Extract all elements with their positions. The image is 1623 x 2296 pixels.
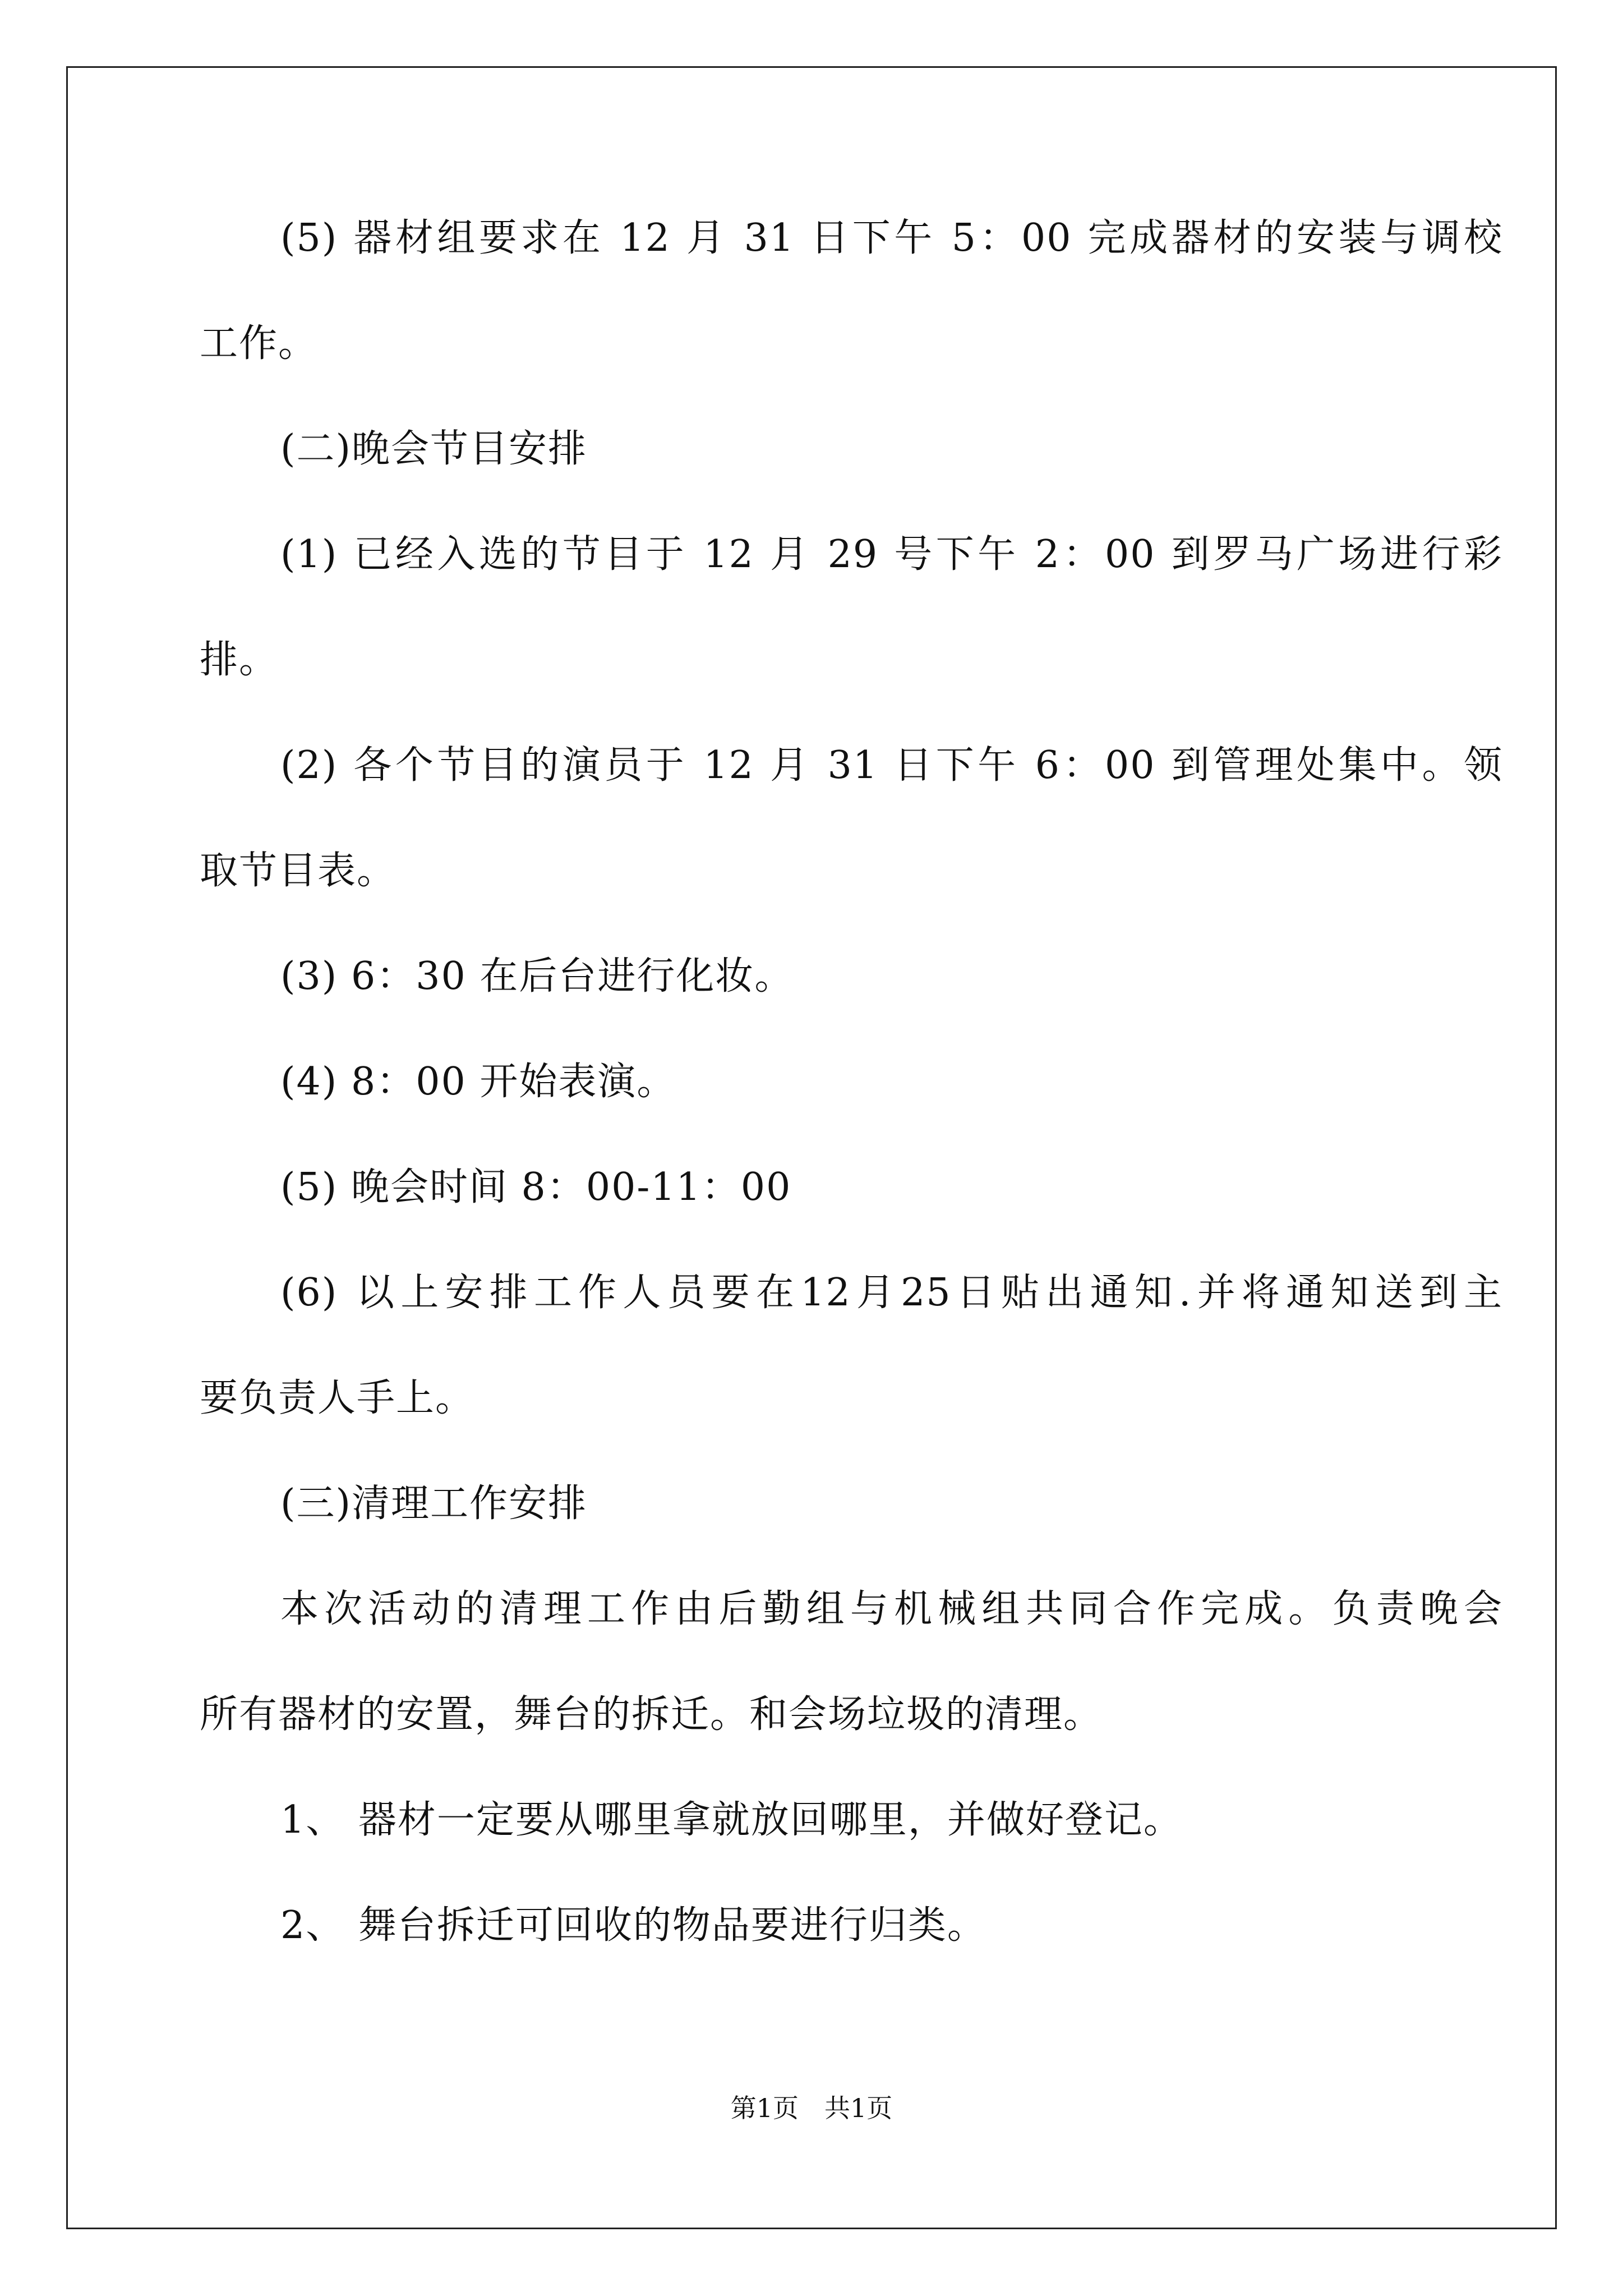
section-heading: (三)清理工作安排 xyxy=(280,1481,588,1526)
paragraph-line: (4) 8：00 开始表演。 xyxy=(280,1060,676,1104)
paragraph-line: (5) 器材组要求在 12 月 31 日下午 5：00 完成器材的安装与调校 xyxy=(280,216,1503,260)
paragraph-line: 工作。 xyxy=(200,321,318,366)
list-item: 1、 器材一定要从哪里拿就放回哪里，并做好登记。 xyxy=(280,1798,1183,1842)
paragraph-line: 本次活动的清理工作由后勤组与机械组共同合作完成。负责晚会 xyxy=(280,1587,1503,1631)
section-heading: (二)晚会节目安排 xyxy=(280,427,588,471)
paragraph-line: 取节目表。 xyxy=(200,849,396,893)
paragraph-line: (6) 以上安排工作人员要在12月25日贴出通知.并将通知送到主 xyxy=(280,1271,1503,1315)
paragraph-line: (3) 6：30 在后台进行化妆。 xyxy=(280,954,794,999)
paragraph-line: (1) 已经入选的节目于 12 月 29 号下午 2：00 到罗马广场进行彩 xyxy=(280,532,1503,577)
paragraph-line: (2) 各个节目的演员于 12 月 31 日下午 6：00 到管理处集中。领 xyxy=(280,743,1503,788)
paragraph-line: 排。 xyxy=(200,638,279,682)
paragraph-line: 要负责人手上。 xyxy=(200,1376,475,1420)
paragraph-line: (5) 晚会时间 8：00-11：00 xyxy=(280,1165,792,1209)
paragraph-line: 所有器材的安置，舞台的拆迁。和会场垃圾的清理。 xyxy=(200,1692,1103,1737)
page-footer: 第1页 共1页 xyxy=(730,2093,893,2123)
list-item: 2、 舞台拆迁可回收的物品要进行归类。 xyxy=(280,1903,986,1948)
